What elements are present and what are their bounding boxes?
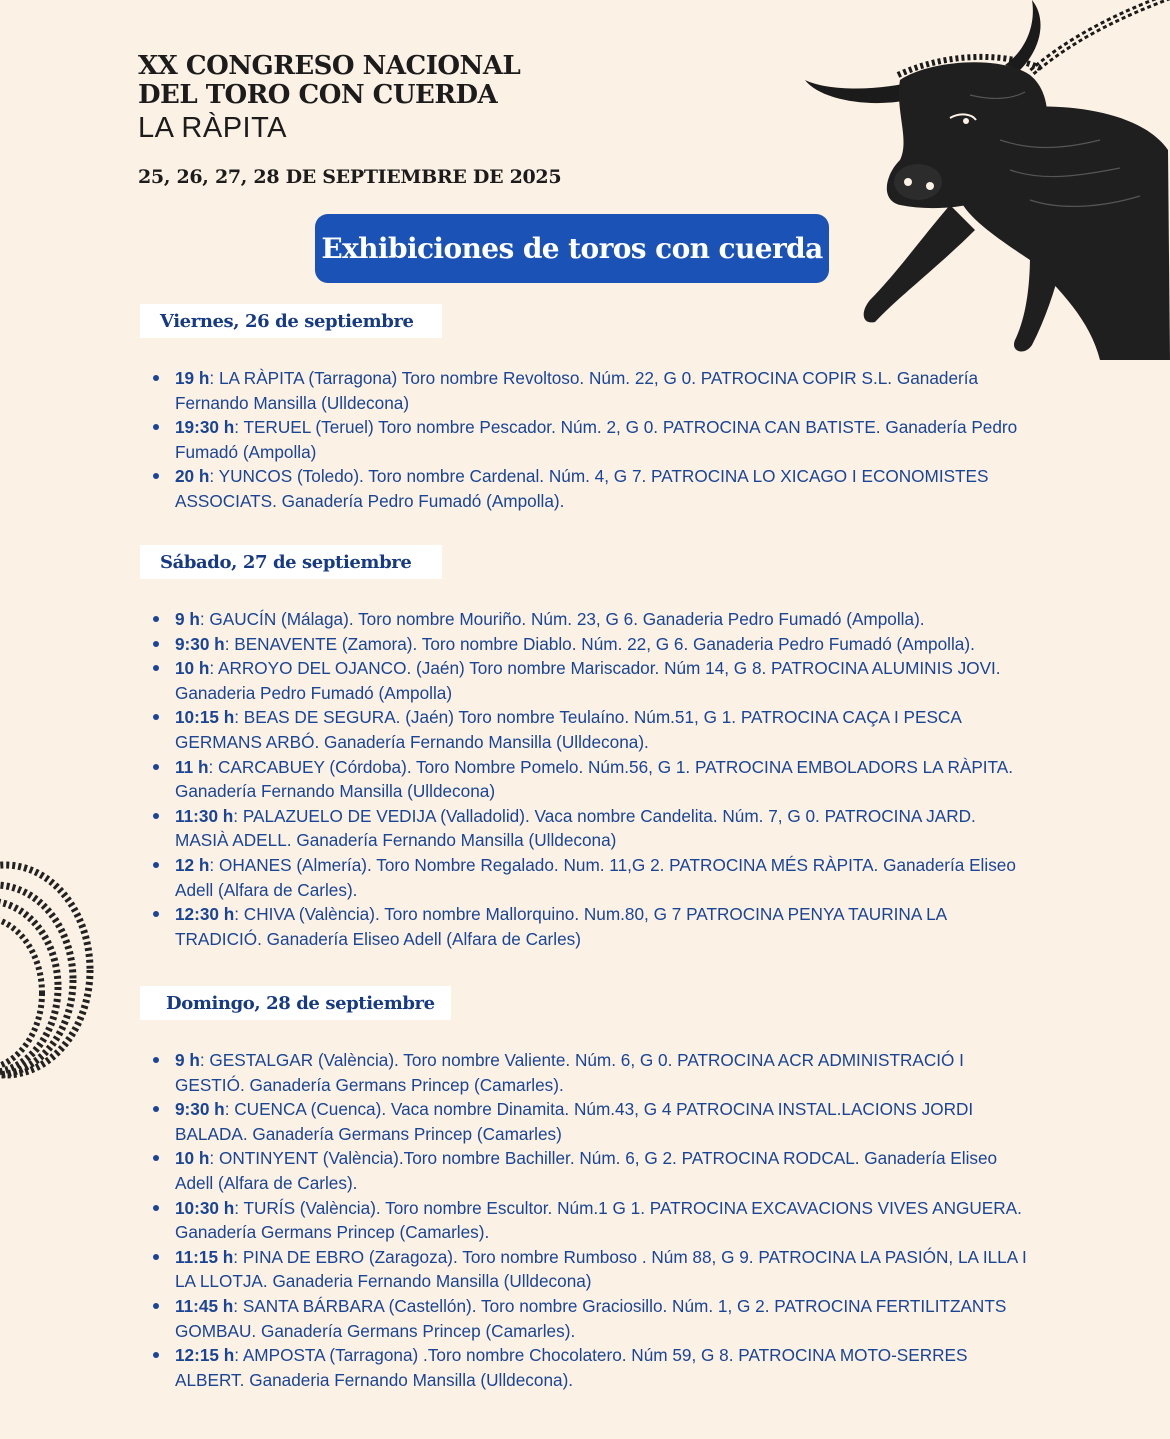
list-item [150,632,1030,657]
event-text: : CARCABUEY (Córdoba). Toro Nombre Pomelo. Núm.56, G 1. PATROCINA EMBOLADORS LA RÀPITA. Ganadería Fernando Mansilla (Ulldecona) [175,756,1014,802]
day-heading-saturday: Sábado, 27 de septiembre [140,545,442,579]
event-text: : ONTINYENT (València).Toro nombre Bachiller. Núm. 6, G 2. PATROCINA RODCAL. Ganadería Eliseo Adell (Alfara de Carles). [175,1148,998,1193]
event-time: 19 h [175,368,210,388]
event-place: LA RÀPITA [138,112,288,144]
event-text: : TERUEL (Teruel) Toro nombre Pescador. Núm. 2, G 0. PATROCINA CAN BATISTE. Ganadería Pedro Fumadó (Ampolla) [175,417,1018,462]
rope-coil-illustration [0,855,95,1090]
list-item [150,1245,1030,1294]
event-text: : BENAVENTE (Zamora). Toro nombre Diablo. Núm. 22, G 6. Ganaderia Pedro Fumadó (Ampolla). [224,633,975,654]
event-text: : PINA DE EBRO (Zaragoza). Toro nombre Rumboso . Núm 88, G 9. PATROCINA LA PASIÓN, LA ILLA I LA LLOTJA. Ganaderia Fernando Mansilla (Ulldecona) [175,1246,1027,1292]
congress-title-line2: DEL TORO CON CUERDA [138,80,498,110]
event-time: 20 h [175,466,210,487]
day-heading-sunday: Domingo, 28 de septiembre [140,986,451,1020]
event-time: 12 h [175,854,210,875]
list-item [150,705,1030,754]
list-item [150,656,1030,705]
event-text: : CHIVA (València). Toro nombre Mallorquino. Num.80, G 7 PATROCINA PENYA TAURINA LA TRADICIÓ. Ganadería Eliseo Adell (Alfara de Carles) [175,904,947,949]
event-time: 9 h [175,1050,200,1070]
friday-event-list [150,366,1030,514]
event-text: : AMPOSTA (Tarragona) .Toro nombre Chocolatero. Núm 59, G 8. PATROCINA MOTO-SERRES ALBERT. Ganaderia Fernando Mansilla (Ulldecona). [175,1345,968,1390]
event-text: : TURÍS (València). Toro nombre Escultor. Núm.1 G 1. PATROCINA EXCAVACIONS VIVES ANGUERA. Ganadería Germans Princep (Camarles). [175,1197,1022,1243]
event-time: 11 h [175,756,209,777]
event-time: 9:30 h [175,633,225,654]
event-time: 10 h [175,1148,210,1169]
event-time: 10:30 h [175,1197,235,1218]
event-text: : SANTA BÁRBARA (Castellón). Toro nombre Graciosillo. Núm. 1, G 2. PATROCINA FERTILITZANTS GOMBAU. Ganadería Germans Princep (Camarles). [175,1295,1007,1341]
event-text: : PALAZUELO DE VEDIJA (Valladolid). Vaca nombre Candelita. Núm. 7, G 0. PATROCINA JARD. MASIÀ ADELL. Ganadería Fernando Mansilla (Ulldecona) [175,805,976,851]
day-heading-friday: Viernes, 26 de septiembre [140,304,442,338]
event-text: : GAUCÍN (Málaga). Toro nombre Mouriño. Núm. 23, G 6. Ganaderia Pedro Fumadó (Ampolla). [199,609,925,629]
bull-illustration [800,0,1170,360]
event-time: 9:30 h [175,1099,225,1120]
list-item [150,755,1030,804]
list-item [150,464,1030,513]
list-item [150,607,1030,632]
event-dates: 25, 26, 27, 28 DE SEPTIEMBRE DE 2025 [138,166,562,188]
section-banner: Exhibiciones de toros con cuerda [315,214,829,283]
list-item [150,902,1030,951]
event-time: 11:15 h [175,1246,234,1267]
list-item [150,1294,1030,1343]
event-time: 12:15 h [175,1345,235,1366]
event-time: 10:15 h [175,707,235,728]
list-item [150,853,1030,902]
list-item [150,366,1030,415]
event-text: : LA RÀPITA (Tarragona) Toro nombre Revoltoso. Núm. 22, G 0. PATROCINA COPIR S.L. Ganadería Fernando Mansilla (Ulldecona) [175,368,979,413]
sunday-event-list [150,1048,1030,1392]
event-text: : BEAS DE SEGURA. (Jaén) Toro nombre Teulaíno. Núm.51, G 1. PATROCINA CAÇA I PESCA GERMANS ARBÓ. Ganadería Fernando Mansilla (Ulldecona). [175,707,961,752]
list-item [150,1146,1030,1195]
event-text: : ARROYO DEL OJANCO. (Jaén) Toro nombre Mariscador. Núm 14, G 8. PATROCINA ALUMINIS JOVI. Ganaderia Pedro Fumadó (Ampolla) [175,658,1001,703]
event-time: 19:30 h [175,417,235,438]
list-item [150,1196,1030,1245]
saturday-event-list [150,607,1030,951]
event-text: : CUENCA (Cuenca). Vaca nombre Dinamita. Núm.43, G 4 PATROCINA INSTAL.LACIONS JORDI BALADA. Ganadería Germans Princep (Camarles) [175,1099,974,1144]
event-time: 11:30 h [175,805,234,826]
list-item [150,804,1030,853]
event-time: 12:30 h [175,904,235,925]
event-text: : OHANES (Almería). Toro Nombre Regalado. Num. 11,G 2. PATROCINA MÉS RÀPITA. Ganadería Eliseo Adell (Alfara de Carles). [175,854,1016,900]
event-text: : YUNCOS (Toledo). Toro nombre Cardenal. Núm. 4, G 7. PATROCINA LO XICAGO I ECONOMISTES ASSOCIATS. Ganadería Pedro Fumadó (Ampolla). [175,466,989,511]
list-item [150,415,1030,464]
event-time: 9 h [175,609,200,629]
event-text: : GESTALGAR (València). Toro nombre Valiente. Núm. 6, G 0. PATROCINA ACR ADMINISTRACIÓ I GESTIÓ. Ganadería Germans Princep (Camarles). [175,1050,964,1095]
congress-title-line1: XX CONGRESO NACIONAL [138,51,521,81]
event-time: 10 h [175,658,210,679]
list-item [150,1048,1030,1097]
list-item [150,1343,1030,1392]
event-header [138,52,520,145]
event-time: 11:45 h [175,1295,234,1316]
list-item [150,1097,1030,1146]
